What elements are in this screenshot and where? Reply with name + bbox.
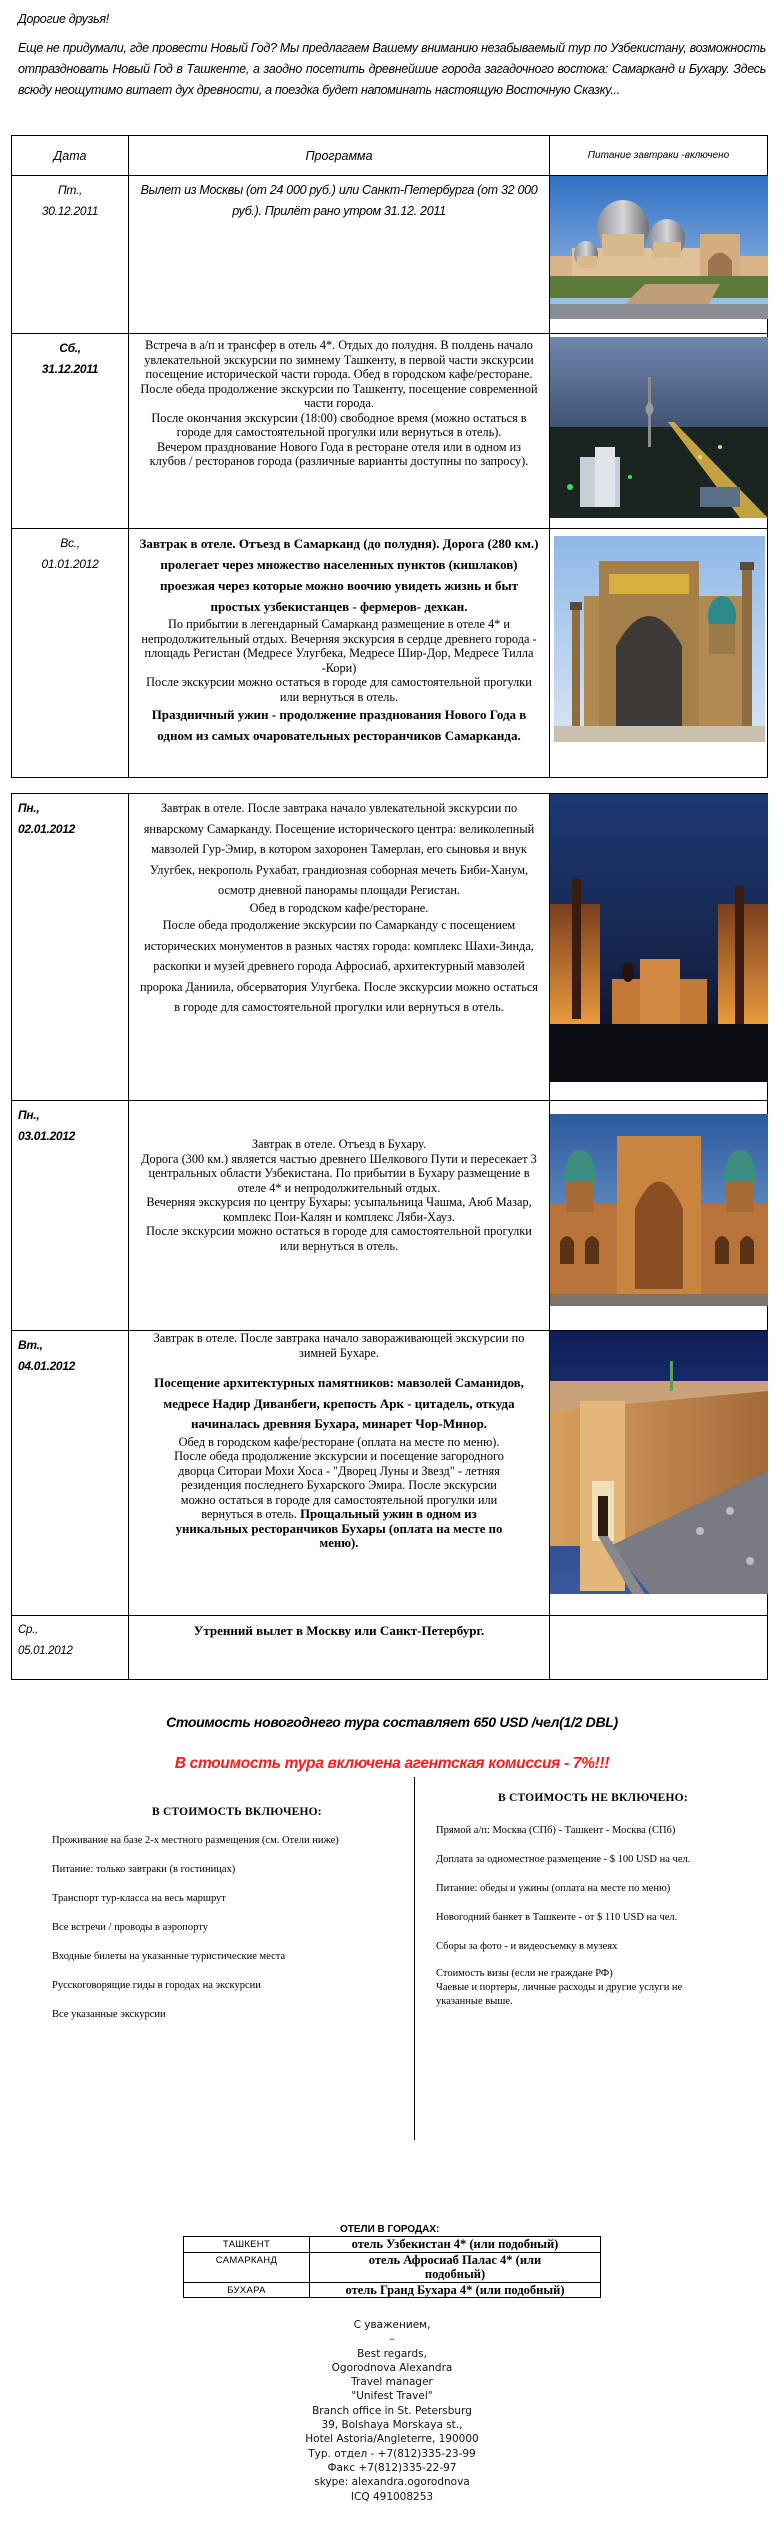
included-title: В СТОИМОСТЬ ВКЛЮЧЕНО: — [152, 1806, 322, 1818]
day-photo-cell — [550, 794, 768, 1101]
included-item: Входные билеты на указанные туристические места — [52, 1951, 286, 1962]
signature-skype: skype: alexandra.ogorodnova — [314, 2476, 470, 2489]
signature-line: С уважением, — [353, 2319, 431, 2331]
day-photo-cell — [550, 334, 768, 529]
signature-phone: Тур. отдел - +7(812)335-23-99 — [308, 2447, 476, 2460]
day-date: 02.01.2012 — [18, 822, 76, 836]
schedule-header-row — [12, 136, 768, 176]
included-item: Все встречи / проводы в аэропорту — [52, 1922, 208, 1933]
day-program-text — [139, 1435, 539, 1551]
day-program-text: Обед в городском кафе/ресторане. — [249, 900, 429, 915]
day-program-text: Завтрак в отеле. Отъезд в Бухару. — [251, 1137, 427, 1151]
hotel-row — [184, 2282, 601, 2298]
day-program-cell — [129, 529, 550, 778]
signature-icq: ICQ 491008253 — [350, 2490, 434, 2503]
included-list — [52, 1826, 392, 2029]
not-included-list — [436, 1816, 736, 2009]
day-program-cell — [129, 176, 550, 334]
hotel-row — [184, 2252, 601, 2282]
schedule-table-1 — [11, 135, 768, 778]
day-program-text: Вечером празднование Нового Года в ресторане отеля или в одном из клубов / ресторанов города (различные варианты доступны по запросу). — [149, 439, 529, 468]
signature-line: Travel manager — [351, 2376, 433, 2389]
day-program-text: После окончания экскурсии (18:00) свободное время (можно остаться в городе для самостоятельной прогулки или вернуться в отель). — [151, 410, 527, 439]
day-program-bold: Утренний вылет в Москву или Санкт-Петербург. — [193, 1623, 485, 1638]
table-row — [12, 1331, 768, 1616]
day-photo-cell-empty — [550, 1616, 768, 1680]
day-weekday: Ср., — [18, 1624, 38, 1636]
not-included-item: Доплата за одноместное размещение - $ 100 USD на чел. — [436, 1854, 691, 1865]
day-photo-cell — [550, 1101, 768, 1331]
day-program-text: После экскурсии можно остаться в городе для самостоятельной прогулки или вернуться в отель. — [146, 675, 532, 704]
day-program-text: Вечерняя экскурсия по центру Бухары: усыпальница Чашма, Аюб Мазар, комплекс Пои-Калян и комплекс Ляби-Хауз. — [146, 1195, 532, 1224]
day-weekday: Вс., — [60, 536, 80, 550]
not-included-item: Новогодний банкет в Ташкенте - от $ 110 USD на чел. — [436, 1912, 678, 1923]
tashkent-night-photo — [550, 337, 768, 518]
day-program-text: Завтрак в отеле. После завтрака начало увлекательной экскурсии по январскому Самарканду. Посещение исторического центра: великолепный мавзолей Гур-Эмир, в котором захоронен Тамерлан, его сыновья и внук Улугбек, некрополь Рухабат, грандиозная соборная мечеть Биби-Ханум, осмотр дневной панорамы площади Регистан. — [143, 801, 535, 897]
agency-commission: В стоимость тура включена агентская комиссия - 7%!!! — [174, 1755, 610, 1772]
day-program-bold: Прощальный ужин в одном из уникальных ресторанчиков Бухары (оплата на месте по меню). — [175, 1507, 503, 1550]
day-photo-cell — [550, 1331, 768, 1616]
day-program-text: После экскурсии можно остаться в городе для самостоятельной прогулки или вернуться в отель. — [146, 1224, 532, 1253]
day-program-cell — [129, 1616, 550, 1680]
included-item: Русскоговорящие гиды в городах на экскурсии — [52, 1980, 261, 1991]
day-date-cell — [12, 334, 129, 529]
signature-line: Best regards, — [357, 2347, 427, 2360]
not-included-title: В СТОИМОСТЬ НЕ ВКЛЮЧЕНО: — [498, 1792, 688, 1804]
included-item: Питание: только завтраки (в гостиницах) — [52, 1864, 236, 1875]
hotel-row — [184, 2237, 601, 2253]
day-weekday: Пт., — [57, 183, 83, 197]
day-photo-cell — [550, 176, 768, 334]
signature-fax: Факс +7(812)335-22-97 — [327, 2461, 457, 2474]
day-program-text: Дорога (300 км.) является частью древнего Шелкового Пути и пересекает 3 центральных области Узбекистана. По прибытии в Бухару размещение в отеле 4* и непродолжительный отдых. — [141, 1151, 537, 1195]
day-program-text-part: Обед в городском кафе/ресторане (оплата на месте по меню). После обеда продолжение экскурсии и посещение загородного дворца Ситораи Мохи Хоса - "Дворец Луны и Звезд" - летняя резиденция последнего Бухарского Эмира. После экскурсии можно остаться в городе для самостоятельной прогулки или вернуться в отель. — [174, 1434, 504, 1521]
day-program-bold: Посещение архитектурных памятников: мавзолей Саманидов, медресе Надир Диванбеги, крепость Арк - цитадель, откуда начиналась древняя Бухара, минарет Чор-Минор. — [154, 1375, 524, 1431]
day-program-cell — [129, 1331, 550, 1616]
table-row — [12, 794, 768, 1101]
signature-name: Ogorodnova Alexandra — [331, 2361, 453, 2374]
day-program-bold: Праздничный ужин - продолжение празднования Нового Года в одном из самых очаровательных ресторанчиков Самарканда. — [151, 707, 527, 743]
day-date-cell — [12, 529, 129, 778]
registan-night-photo — [550, 794, 768, 1082]
hotel-city: САМАРКАНД — [184, 2252, 310, 2282]
not-included-item: Сборы за фото - и видеосъемку в музеях — [436, 1941, 618, 1952]
day-program-text: По прибытии в легендарный Самарканд размещение в отеле 4* и непродолжительный отдых. Вечерняя экскурсия в сердце древнего города - площадь Регистан (Медресе Улугбека, Медресе Шир-Дор, Медресе Тилла -Кори) — [141, 617, 537, 675]
samarkand-madrasah-photo — [554, 536, 765, 742]
day-date: 05.01.2012 — [18, 1645, 73, 1657]
day-date: 30.12.2011 — [41, 204, 99, 218]
greeting: Дорогие друзья! — [18, 12, 109, 26]
day-photo-cell — [550, 529, 768, 778]
not-included-item: Стоимость визы (если не граждане РФ) — [436, 1968, 613, 1979]
signature-address: Hotel Astoria/Angleterre, 190000 — [305, 2433, 479, 2446]
day-date: 03.01.2012 — [18, 1129, 76, 1143]
signature-address: 39, Bolshaya Morskaya st., — [321, 2419, 463, 2432]
not-included-item: Прямой а/п: Москва (СПб) - Ташкент - Москва (СПб) — [436, 1825, 676, 1836]
included-item: Все указанные экскурсии — [52, 2009, 166, 2020]
hotel-city: ТАШКЕНТ — [184, 2237, 310, 2253]
day-weekday: Сб., — [59, 341, 81, 355]
column-divider — [414, 1777, 415, 2140]
day-date-cell — [12, 1331, 129, 1616]
header-meals: Питание завтраки -включено — [550, 136, 768, 176]
day-program-text: После обеда продолжение экскурсии по Самарканду с посещением исторических монументов в разных частях города: комплекс Шахи-Зинда, раскопки и музей древнего города Афросиаб, архитектурный мавзолей пророка Даниила, обсерватория Улугбека. После экскурсии можно остаться в городе для самостоятельной прогулки или вернуться в отель. — [140, 918, 538, 1014]
intro-paragraph: Еще не придумали, где провести Новый Год? Мы предлагаем Вашему вниманию незабываемый тур по Узбекистану, возможность отпраздновать Новый Год в Ташкенте, а заодно посетить древнейшие города загадочного востока: Самарканд и Бухару. Здесь всюду неощутимо витает дух древности, а поездка будет напоминать настоящую Восточную Сказку... — [18, 41, 766, 97]
tour-price: Стоимость новогоднего тура составляет 650 USD /чел(1/2 DBL) — [166, 1714, 618, 1730]
day-weekday: Вт., — [18, 1338, 43, 1352]
day-program-cell — [129, 1101, 550, 1331]
day-program-text: Встреча в а/п и трансфер в отель 4*. Отдых до полудня. В полдень начало увлекательной экскурсии по зимнему Ташкенту, в первой части экскурсии посещение исторической части города. Обед в городском кафе/ресторане. — [144, 338, 534, 381]
not-included-item: Чаевые и портеры, личные расходы и другие услуги не указанные выше. — [436, 1982, 683, 2007]
hotel-name: отель Гранд Бухара 4* (или подобный) — [310, 2282, 601, 2298]
day-date: 04.01.2012 — [18, 1359, 76, 1373]
table-row — [12, 176, 768, 334]
table-row — [12, 1616, 768, 1680]
bukhara-madrasah-photo — [550, 1114, 768, 1306]
signature-line: – — [389, 2333, 395, 2346]
day-program-text: Завтрак в отеле. После завтрака начало завораживающей экскурсии по зимней Бухаре. — [153, 1331, 525, 1360]
day-program-text: После обеда продолжение экскурсии по Ташкенту, посещение современной части города. — [140, 381, 538, 410]
ark-fortress-photo — [550, 1331, 768, 1594]
day-date: 31.12.2011 — [41, 362, 99, 376]
day-program-cell — [129, 794, 550, 1101]
email-signature — [0, 2318, 784, 2504]
day-weekday: Пн., — [18, 801, 40, 815]
hotel-name: отель Узбекистан 4* (или подобный) — [310, 2237, 601, 2253]
day-date: 01.01.2012 — [41, 557, 99, 571]
hotel-city: БУХАРА — [184, 2282, 310, 2298]
schedule-table-2 — [11, 793, 768, 1680]
table-row — [12, 334, 768, 529]
header-program: Программа — [129, 136, 550, 176]
day-weekday: Пн., — [18, 1108, 40, 1122]
day-program-cell — [129, 334, 550, 529]
included-item: Транспорт тур-класса на весь маршрут — [52, 1893, 226, 1904]
included-item: Проживание на базе 2-х местного размещения (см. Отели ниже) — [52, 1835, 339, 1846]
day-date-cell — [12, 1101, 129, 1331]
hotels-table — [183, 2236, 601, 2298]
day-program-text: Вылет из Москвы (от 24 000 руб.) или Санкт-Петербурга (от 32 000 руб.). Прилёт рано утром 31.12. 2011 — [140, 183, 538, 218]
signature-company: "Unifest Travel" — [351, 2390, 433, 2403]
day-date-cell — [12, 794, 129, 1101]
day-program-bold: Завтрак в отеле. Отъезд в Самарканд (до полудня). Дорога (280 км.) пролегает через множество населенных пунктов (кишлаков) проезжая через которые можно воочию увидеть жизнь и быт простых узбекистанцев - фермеров- дехкан. — [139, 536, 539, 614]
header-date: Дата — [12, 136, 129, 176]
mosque-photo — [550, 176, 768, 319]
table-row — [12, 529, 768, 778]
hotels-title: ОТЕЛИ В ГОРОДАХ: — [340, 2224, 440, 2235]
not-included-item: Питание: обеды и ужины (оплата на месте по меню) — [436, 1883, 671, 1894]
day-date-cell — [12, 1616, 129, 1680]
day-date-cell — [12, 176, 129, 334]
hotel-name: отель Афросиаб Палас 4* (или подобный) — [310, 2252, 601, 2282]
table-row — [12, 1101, 768, 1331]
signature-line: Branch office in St. Petersburg — [312, 2404, 472, 2417]
